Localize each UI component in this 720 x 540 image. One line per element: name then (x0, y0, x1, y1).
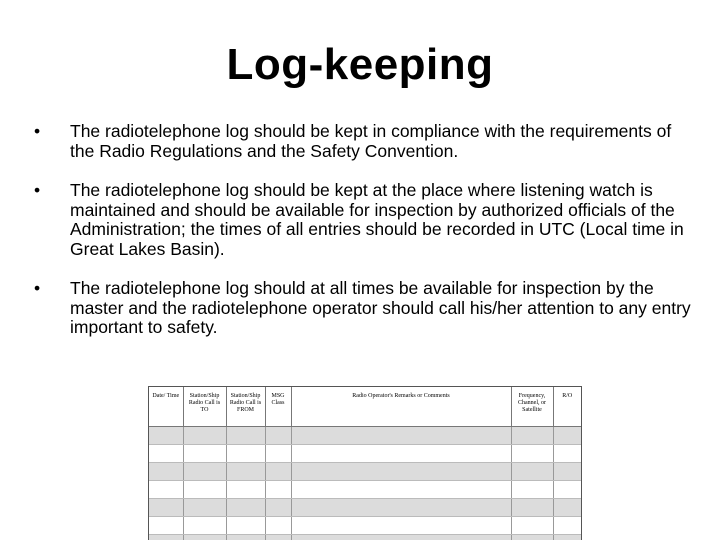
bullet-text: The radiotelephone log should be kept at the place where listening watch is maintained and should be available for inspection by authorized officials of the Administration; the times of all entries should be recorded in UTC (Local time in Great Lakes Basin). (70, 180, 684, 259)
slide-title: Log-keeping (226, 40, 494, 89)
column-header-ro: R/O (553, 387, 581, 427)
column-header-to: Station/Ship Radio Call is TO (183, 387, 226, 427)
bullet-list (34, 122, 694, 358)
log-row (149, 481, 581, 499)
log-row (149, 427, 581, 445)
column-header-from: Station/Ship Radio Call is FROM (226, 387, 265, 427)
log-row (149, 535, 581, 540)
log-row (149, 463, 581, 481)
radio-log-form (148, 386, 582, 540)
bullet-dot: • (34, 180, 41, 200)
bullet-text: The radiotelephone log should be kept in compliance with the requirements of the Radio Regulations and the Safety Convention. (70, 121, 672, 161)
column-header-remarks: Radio Operator's Remarks or Comments (291, 387, 511, 427)
bullet-dot: • (34, 278, 41, 298)
log-row (149, 499, 581, 517)
radio-log-table (149, 386, 581, 540)
column-header-msg-class: MSG Class (265, 387, 291, 427)
column-header-date-time: Date/ Time (149, 387, 183, 427)
log-row (149, 445, 581, 463)
bullet-item (34, 122, 694, 161)
bullet-item (34, 279, 694, 338)
log-row (149, 517, 581, 535)
log-header-row (149, 387, 581, 427)
bullet-item (34, 181, 694, 259)
bullet-dot: • (34, 121, 41, 141)
column-header-frequency: Frequency, Channel, or Satellite (511, 387, 553, 427)
bullet-text: The radiotelephone log should at all times be available for inspection by the master and the radiotelephone operator should call his/her attention to any entry important to safety. (70, 278, 691, 337)
